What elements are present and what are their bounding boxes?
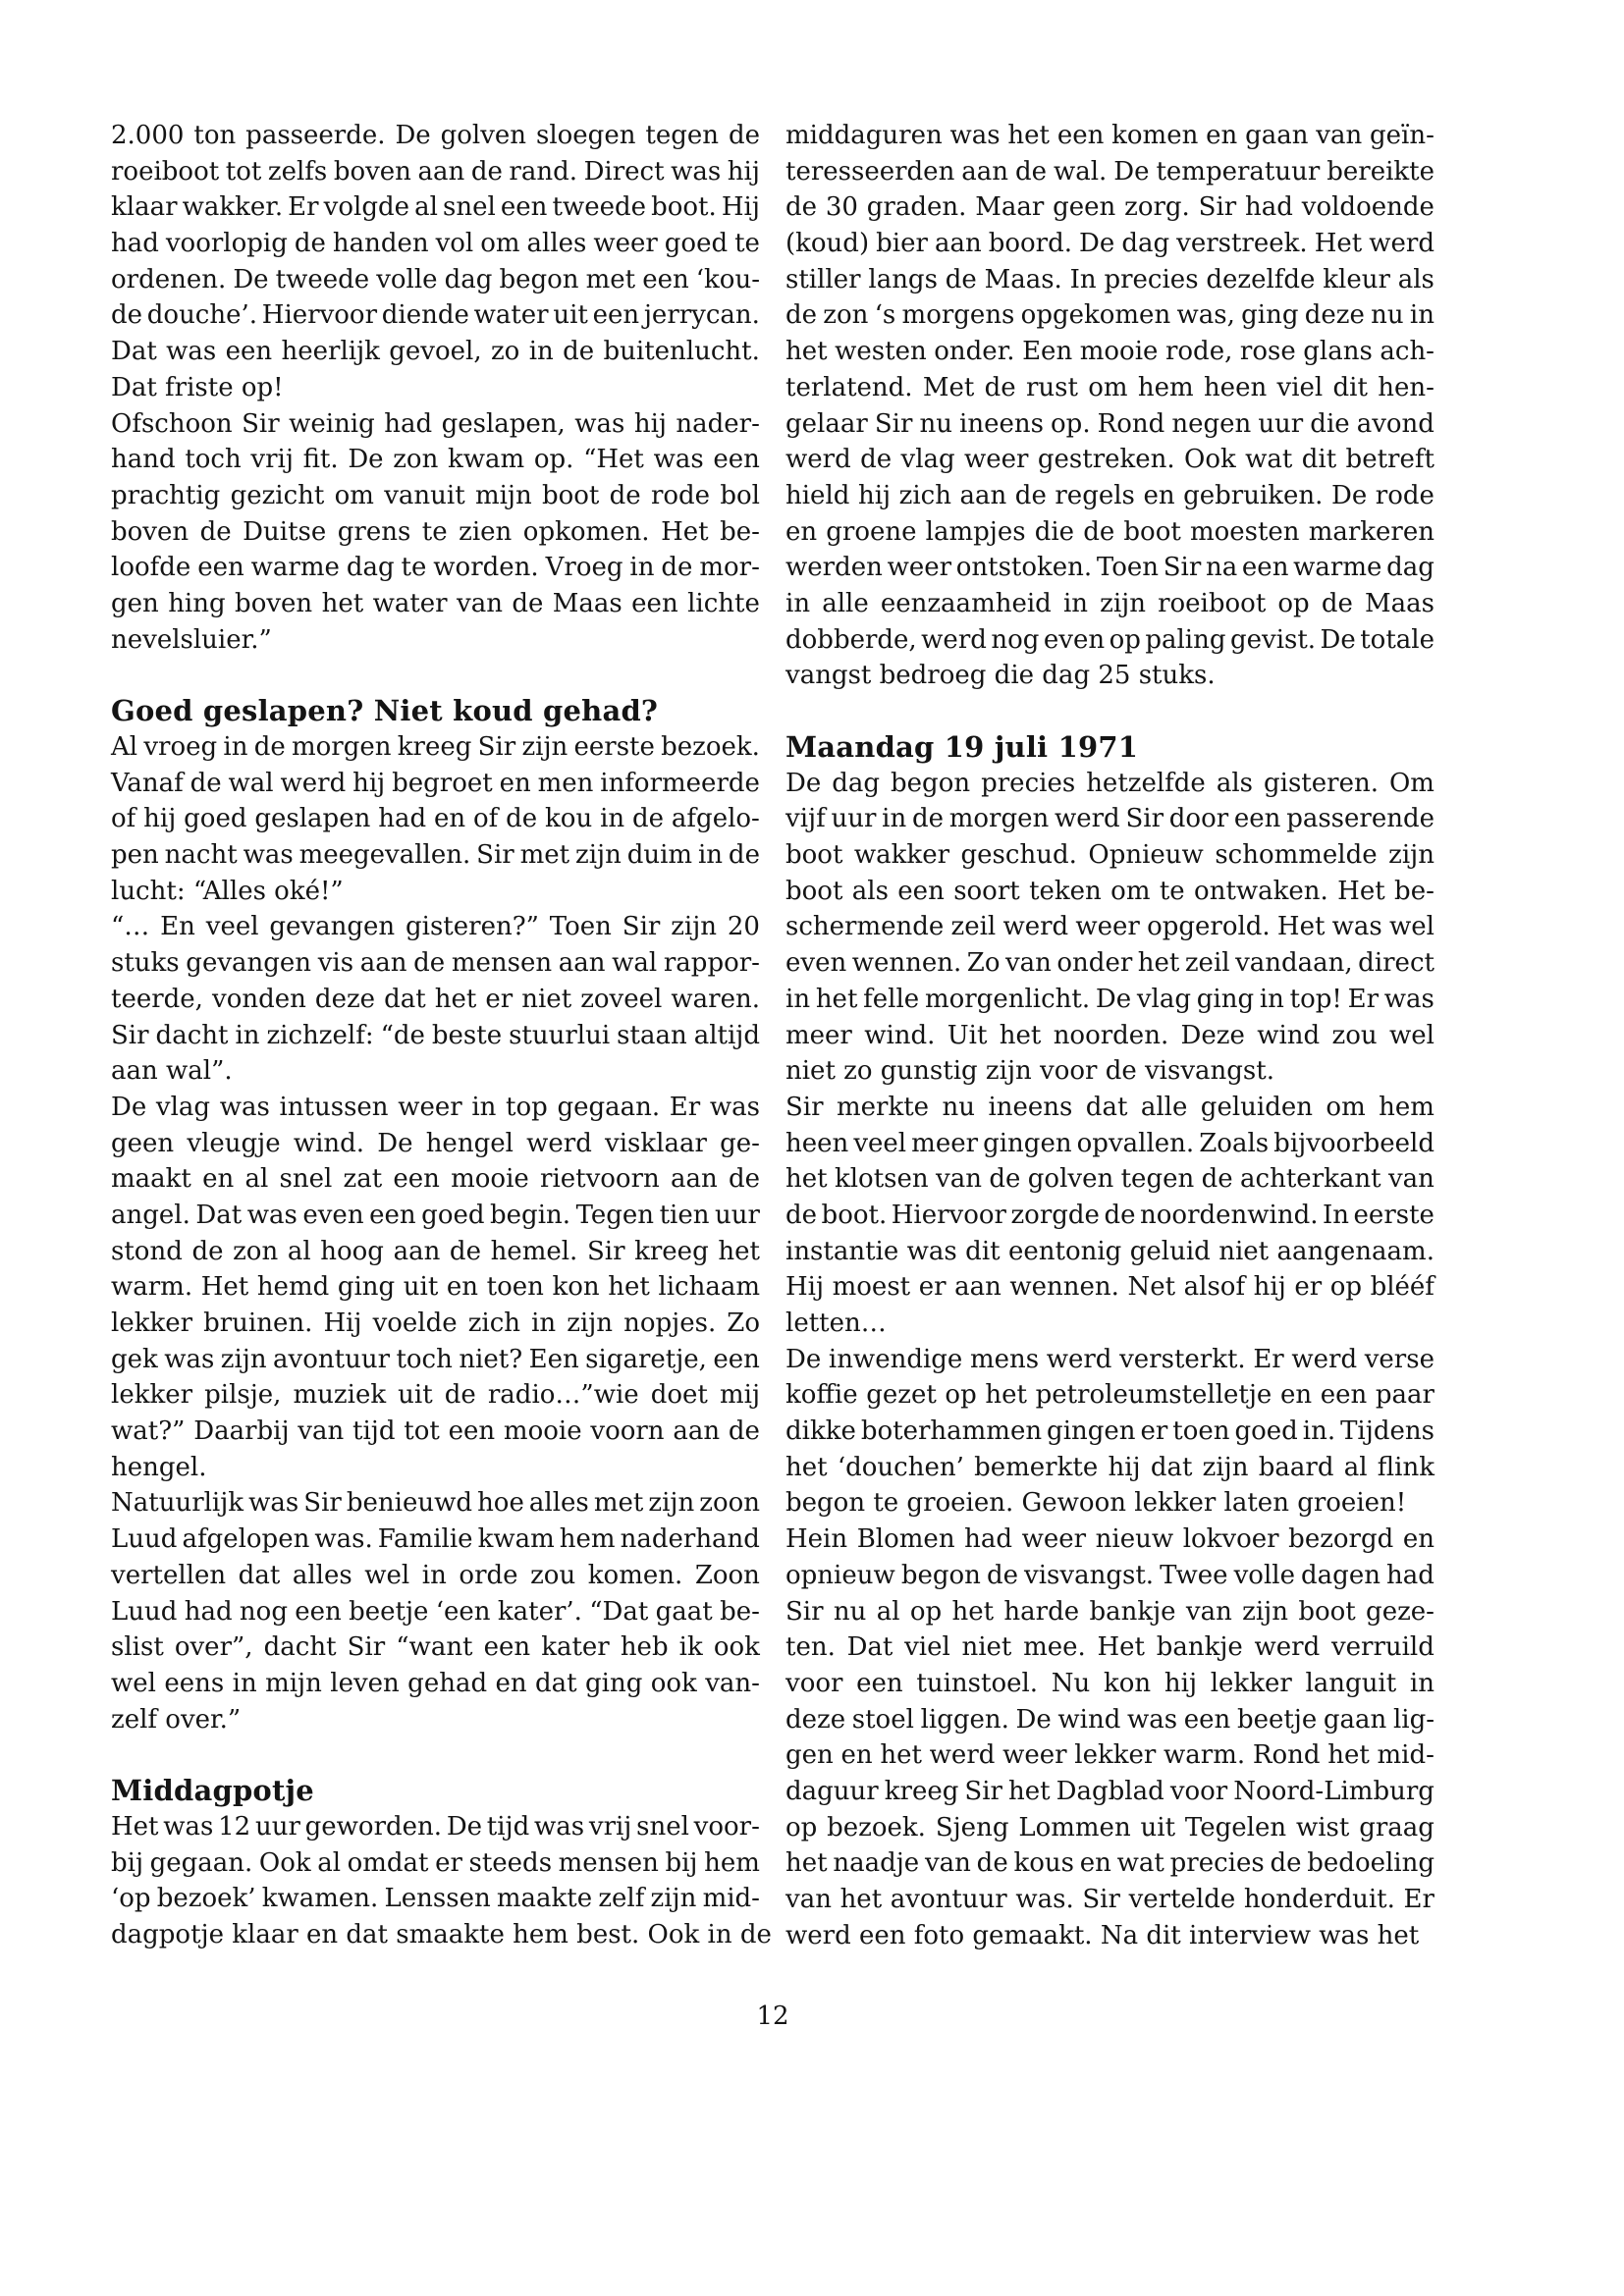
text-line: middaguren was het een komen en gaan van geïn-	[785, 121, 1435, 150]
text-line: ten. Dat viel niet mee. Het bankje werd verruild	[785, 1632, 1435, 1663]
text-line: “… En veel gevangen gisteren?” Toen Sir zijn 20	[111, 912, 760, 942]
text-line: Dat was een heerlijk gevoel, zo in de buitenlucht.	[111, 337, 760, 367]
text-line: instantie was dit eentonig geluid niet aangenaam.	[785, 1236, 1435, 1266]
text-line: lekker pilsje, muziek uit de radio…”wie doet mij	[111, 1380, 760, 1411]
text-line: teresseerden aan de wal. De temperatuur bereikte	[785, 156, 1435, 187]
text-line: angel. Dat was even een goed begin. Tegen tien uur	[111, 1200, 760, 1230]
section-heading: Goed geslapen? Niet koud gehad?	[111, 694, 659, 728]
text-line: begon te groeien. Gewoon lekker laten groeien!	[785, 1488, 1407, 1519]
text-line: heen veel meer gingen opvallen. Zoals bijvoorbeeld	[785, 1128, 1435, 1158]
text-line: maakt en al snel zat een mooie rietvoorn aan de	[111, 1164, 760, 1195]
text-line: koffie gezet op het petroleumstelletje en een paar	[785, 1380, 1435, 1411]
text-line: gen hing boven het water van de Maas een lichte	[111, 588, 760, 618]
text-line: roeiboot tot zelfs boven aan de rand. Direct was hij	[111, 156, 760, 187]
text-line: letten…	[785, 1308, 887, 1339]
text-line: werd de vlag weer gestreken. Ook wat dit betreft	[785, 445, 1435, 475]
text-line: De vlag was intussen weer in top gegaan. Er was	[111, 1092, 760, 1122]
page-number: 12	[756, 2002, 789, 2031]
text-line: pen nacht was meegevallen. Sir met zijn duim in de	[111, 840, 760, 871]
column-left	[111, 118, 772, 1953]
text-line: dobberde, werd nog even op paling gevist. De totale	[785, 624, 1435, 655]
text-line: even wennen. Zo van onder het zeil vandaan, direct	[785, 948, 1435, 979]
text-line: Luud had nog een beetje ‘een kater’. “Dat gaat be-	[111, 1596, 760, 1627]
text-line: gelaar Sir nu ineens op. Rond negen uur die avond	[785, 408, 1435, 439]
text-line: loofde een warme dag te worden. Vroeg in de mor-	[111, 553, 760, 583]
text-block	[111, 118, 1435, 1953]
text-line: schermende zeil werd weer opgerold. Het was wel	[785, 912, 1435, 942]
text-line: vangst bedroeg die dag 25 stuks.	[785, 661, 1216, 691]
text-line: (koud) bier aan boord. De dag verstreek. Het werd	[785, 229, 1435, 259]
section-heading: Maandag 19 juli 1971	[785, 730, 1139, 764]
text-line: van het avontuur was. Sir vertelde honderduit. Er	[785, 1885, 1435, 1915]
text-line: dagpotje klaar en dat smaakte hem best. Ook in de	[111, 1920, 772, 1950]
text-line: in het felle morgenlicht. De vlag ging in top! Er was	[785, 984, 1435, 1014]
text-line: deze stoel liggen. De wind was een beetje gaan lig-	[785, 1704, 1435, 1735]
text-line: zelf over.”	[111, 1704, 242, 1735]
text-line: op bezoek. Sjeng Lommen uit Tegelen wist graag	[785, 1812, 1435, 1842]
text-line: de douche’. Hiervoor diende water uit een jerrycan.	[111, 300, 760, 331]
text-line: ‘op bezoek’ kwamen. Lenssen maakte zelf zijn mid-	[111, 1884, 760, 1914]
text-line: geen vleugje wind. De hengel werd visklaar ge-	[111, 1128, 760, 1158]
text-line: hengel.	[111, 1452, 207, 1482]
text-line: wel eens in mijn leven gehad en dat ging ook van-	[111, 1668, 760, 1698]
text-line: Ofschoon Sir weinig had geslapen, was hij nader-	[111, 408, 760, 439]
text-line: slist over”, dacht Sir “want een kater heb ik ook	[111, 1632, 760, 1663]
text-line: het westen onder. Een mooie rode, rose glans ach-	[785, 337, 1435, 367]
text-line: ordenen. De tweede volle dag begon met een ‘kou-	[111, 264, 760, 294]
text-line: teerde, vonden deze dat het er niet zoveel waren.	[111, 984, 760, 1014]
text-line: aan wal”.	[111, 1056, 233, 1087]
text-line: boot wakker geschud. Opnieuw schommelde zijn	[785, 840, 1435, 871]
text-line: het klotsen van de golven tegen de achterkant van	[785, 1164, 1435, 1195]
text-line: Vanaf de wal werd hij begroet en men informeerde	[111, 768, 760, 798]
text-line: Dat friste op!	[111, 372, 284, 402]
text-line: vijf uur in de morgen werd Sir door een passerende	[785, 804, 1435, 834]
text-line: meer wind. Uit het noorden. Deze wind zou wel	[785, 1020, 1435, 1050]
text-line: lucht: “Alles oké!”	[111, 876, 344, 906]
text-line: de zon ‘s morgens opgekomen was, ging deze nu in	[785, 300, 1435, 331]
text-line: warm. Het hemd ging uit en toen kon het lichaam	[111, 1272, 760, 1303]
text-line: Hij moest er aan wennen. Net alsof hij er op blééf	[785, 1272, 1435, 1303]
text-line: prachtig gezicht om vanuit mijn boot de rode bol	[111, 480, 760, 510]
text-line: bij gegaan. Ook al omdat er steeds mensen bij hem	[111, 1847, 760, 1878]
text-line: of hij goed geslapen had en of de kou in de afgelo-	[111, 804, 760, 834]
text-line: het ‘douchen’ bemerkte hij dat zijn baard al flink	[785, 1452, 1435, 1482]
text-line: Sir dacht in zichzelf: “de beste stuurlui staan altijd	[111, 1020, 760, 1050]
text-line: Hein Blomen had weer nieuw lokvoer bezorgd en	[785, 1524, 1435, 1555]
text-line: wat?” Daarbij van tijd tot een mooie voorn aan de	[111, 1416, 760, 1447]
text-line: de 30 graden. Maar geen zorg. Sir had voldoende	[785, 192, 1435, 223]
text-line: stond de zon al hoog aan de hemel. Sir kreeg het	[111, 1236, 760, 1266]
text-line: terlatend. Met de rust om hem heen viel dit hen-	[785, 372, 1435, 402]
text-line: werd een foto gemaakt. Na dit interview was het	[785, 1920, 1420, 1950]
text-line: vertellen dat alles wel in orde zou komen. Zoon	[111, 1560, 760, 1590]
text-line: en groene lampjes die de boot moesten markeren	[785, 516, 1435, 547]
text-line: stiller langs de Maas. In precies dezelfde kleur als	[785, 264, 1435, 294]
text-line: hand toch vrij fit. De zon kwam op. “Het was een	[111, 445, 760, 475]
text-line: Luud afgelopen was. Familie kwam hem naderhand	[111, 1524, 760, 1555]
text-line: had voorlopig de handen vol om alles weer goed te	[111, 229, 760, 259]
text-line: lekker bruinen. Hij voelde zich in zijn nopjes. Zo	[111, 1308, 760, 1339]
text-line: Het was 12 uur geworden. De tijd was vrij snel voor-	[111, 1811, 760, 1842]
text-line: boot als een soort teken om te ontwaken. Het be-	[785, 876, 1435, 906]
text-line: De dag begon precies hetzelfde als gisteren. Om	[785, 768, 1435, 798]
text-line: hield hij zich aan de regels en gebruiken. De rode	[785, 480, 1435, 510]
text-line: voor een tuinstoel. Nu kon hij lekker languit in	[785, 1668, 1435, 1698]
text-line: de boot. Hiervoor zorgde de noordenwind. In eerste	[785, 1200, 1435, 1230]
text-line: werden weer ontstoken. Toen Sir na een warme dag	[785, 553, 1435, 583]
text-line: niet zo gunstig zijn voor de visvangst.	[785, 1056, 1274, 1087]
text-line: stuks gevangen vis aan de mensen aan wal rappor-	[111, 948, 760, 979]
text-line: het naadje van de kous en wat precies de bedoeling	[785, 1848, 1435, 1879]
section-heading: Middagpotje	[111, 1774, 314, 1808]
text-line: dikke boterhammen gingen er toen goed in. Tijdens	[785, 1416, 1435, 1447]
text-line: boven de Duitse grens te zien opkomen. Het be-	[111, 516, 760, 547]
text-line: Al vroeg in de morgen kreeg Sir zijn eerste bezoek.	[111, 732, 760, 763]
text-line: De inwendige mens werd versterkt. Er werd verse	[785, 1344, 1435, 1374]
text-line: nevelsluier.”	[111, 624, 272, 655]
text-line: opnieuw begon de visvangst. Twee volle dagen had	[785, 1560, 1435, 1590]
text-line: Sir nu al op het harde bankje van zijn boot geze-	[785, 1596, 1435, 1627]
text-line: klaar wakker. Er volgde al snel een tweede boot. Hij	[111, 192, 760, 223]
text-line: 2.000 ton passeerde. De golven sloegen tegen de	[111, 121, 760, 150]
text-line: daguur kreeg Sir het Dagblad voor Noord-Limburg	[785, 1776, 1435, 1806]
text-line: gen en het werd weer lekker warm. Rond het mid-	[785, 1740, 1435, 1771]
text-line: in alle eenzaamheid in zijn roeiboot op de Maas	[785, 588, 1435, 618]
text-line: gek was zijn avontuur toch niet? Een sigaretje, een	[111, 1344, 760, 1374]
text-line: Natuurlijk was Sir benieuwd hoe alles met zijn zoon	[111, 1488, 760, 1519]
column-right	[785, 118, 1435, 1953]
text-line: Sir merkte nu ineens dat alle geluiden om hem	[785, 1092, 1435, 1122]
